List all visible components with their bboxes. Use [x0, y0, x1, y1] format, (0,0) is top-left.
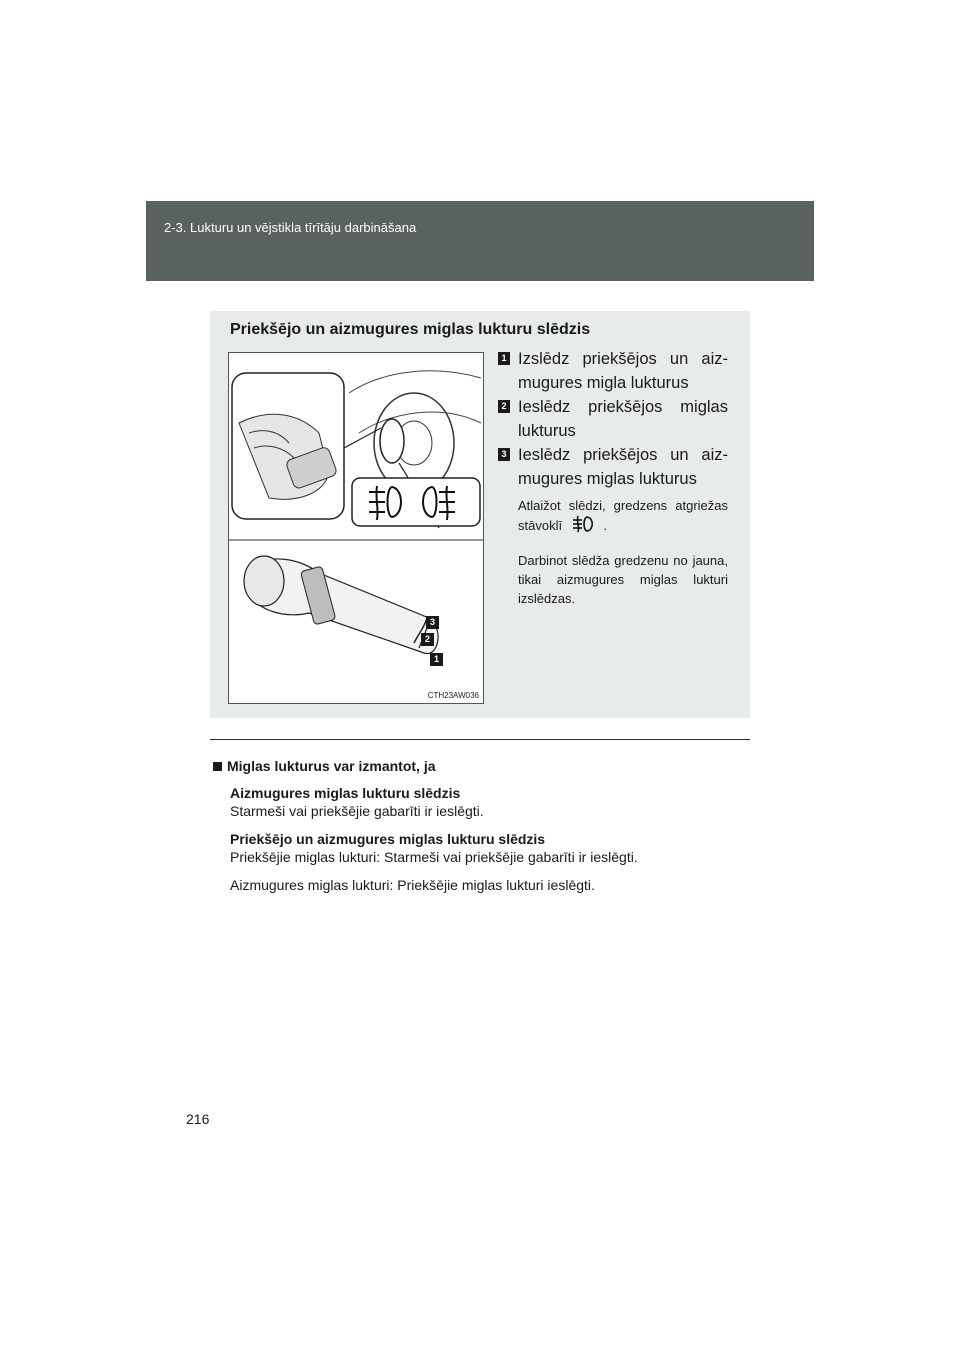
rear-switch-text: Starmeši vai priekšējie gabarīti ir ieslēgti. — [230, 803, 484, 819]
step-2 — [500, 395, 728, 443]
illustration-svg — [229, 353, 483, 703]
front-fog-condition: Priekšējie miglas lukturi: Starmeši vai priekšējie gabarīti ir ieslēgti. — [230, 849, 638, 865]
figure-badge-3: 3 — [426, 616, 439, 629]
rear-fog-condition: Aizmugures miglas lukturi: Priekšējie miglas lukturi ieslēgti. — [230, 877, 595, 893]
step-3 — [500, 443, 728, 491]
switch-illustration — [228, 352, 484, 704]
rear-switch-title: Aizmugures miglas lukturu slēdzis — [230, 785, 461, 801]
figure-badge-1: 1 — [430, 653, 443, 666]
section-title: 2-3. Lukturu un vējstikla tīrītāju darbināšana — [164, 220, 417, 235]
step-text: Ieslēdz priekšējos miglas lukturus — [518, 398, 728, 440]
figure-code: CTH23AW036 — [427, 691, 479, 700]
step-1 — [500, 347, 728, 395]
page-number: 216 — [186, 1111, 210, 1127]
step-text: Ieslēdz priekšējos un aiz-mugures miglas lukturus — [518, 446, 728, 488]
conditions-section — [213, 758, 753, 894]
step-text: Izslēdz priekšējos un aiz-mugures migla lukturus — [518, 350, 728, 392]
repeat-note: Darbinot slēdža gredzenu no jauna, tikai aizmugures miglas lukturi izslēdzas. — [518, 553, 728, 606]
fog-switch-panel — [210, 311, 750, 718]
conditions-heading: Miglas lukturus var izmantot, ja — [213, 758, 753, 774]
section-divider — [210, 739, 750, 740]
figure-badge-2: 2 — [421, 633, 434, 646]
step-badge: 1 — [498, 352, 510, 365]
section-header — [146, 201, 814, 281]
step-badge: 2 — [498, 400, 510, 413]
front-fog-lamp-icon — [570, 515, 596, 533]
panel-title: Priekšējo un aizmugures miglas lukturu slēdzis — [230, 321, 591, 338]
front-rear-switch-title: Priekšējo un aizmugures miglas lukturu slēdzis — [230, 831, 546, 847]
step-badge: 3 — [498, 448, 510, 461]
bullet-square-icon — [213, 762, 222, 771]
release-note: Atlaižot slēdzi, gredzens atgriežas stāvoklī . — [518, 498, 728, 533]
